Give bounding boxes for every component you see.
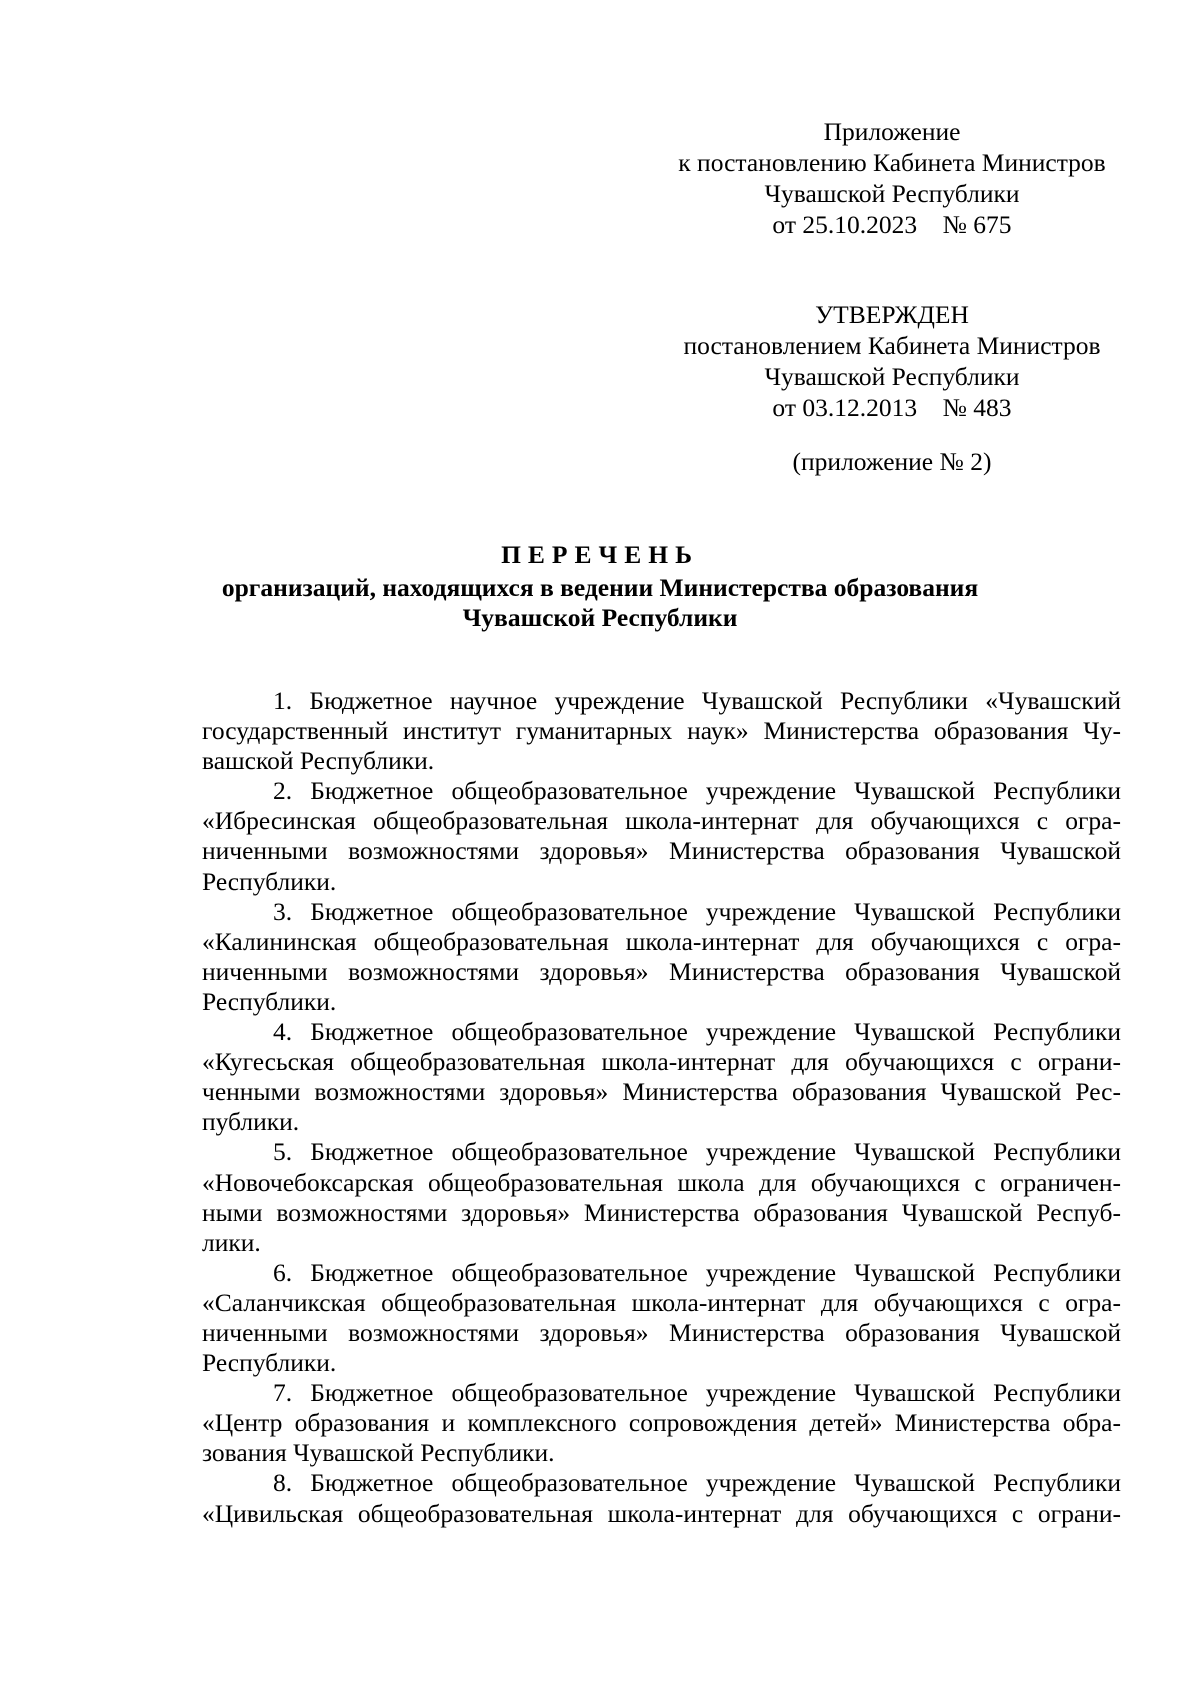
title-subtitle: организаций, находящихся в ведении Министерства образования [221,573,979,602]
list-item-line: 2. Бюджетное общеобразовательное учреждение Чувашской Республики [273,776,1121,806]
list-item-line: «Центр образования и комплексного сопровождения детей» Министерства обра- [202,1408,1121,1438]
approved-line: Чувашской Республики [764,362,1020,391]
list-item-line: «Кугесьская общеобразовательная школа-интернат для обучающихся с ограни- [202,1047,1121,1077]
appendix-note: (приложение № 2) [792,447,992,476]
list-item [202,1258,1121,1378]
list-item-line: «Саланчикская общеобразовательная школа-интернат для обучающихся с огра- [202,1287,1121,1317]
approved-date-line: от 03.12.2013 № 483 [772,393,1012,422]
list-item-line: 7. Бюджетное общеобразовательное учреждение Чувашской Республики [273,1378,1121,1408]
list-item [202,686,1121,776]
list-item [202,1468,1121,1528]
list-item-line: 8. Бюджетное общеобразовательное учреждение Чувашской Республики [273,1468,1121,1498]
list-item-line: публики. [202,1107,300,1137]
attachment-line: Приложение [823,117,961,146]
approved-line: УТВЕРЖДЕН [815,300,969,329]
list-item-line: зования Чувашской Республики. [202,1438,555,1468]
list-item-line: 5. Бюджетное общеобразовательное учреждение Чувашской Республики [273,1137,1121,1167]
list-item-line: «Ибресинская общеобразовательная школа-интернат для обучающихся с огра- [202,806,1121,836]
list-item-line: ниченными возможностями здоровья» Министерства образования Чувашской [202,1317,1121,1347]
list-item-line: ными возможностями здоровья» Министерства образования Чувашской Респуб- [202,1197,1121,1227]
list-item-line: государственный институт гуманитарных наук» Министерства образования Чу- [202,716,1121,746]
list-item-line: Республики. [202,1348,337,1378]
attachment-line: к постановлению Кабинета Министров [678,148,1106,177]
list-item-line: 1. Бюджетное научное учреждение Чувашской Республики «Чувашский [273,686,1121,715]
list-item-line: вашской Республики. [202,746,435,776]
list-item-line: лики. [202,1227,261,1257]
attachment-line: Чувашской Республики [764,179,1020,208]
list-item-line: Республики. [202,866,337,896]
title-subtitle: Чувашской Республики [462,603,738,632]
organization-list [202,686,1121,1529]
title-heading: ПЕРЕЧЕНЬ [501,540,699,569]
list-item-line: Республики. [202,986,337,1016]
list-item-line: 6. Бюджетное общеобразовательное учреждение Чувашской Республики [273,1257,1121,1287]
attachment-date-line: от 25.10.2023 № 675 [772,210,1012,239]
list-item-line: 4. Бюджетное общеобразовательное учреждение Чувашской Республики [273,1017,1121,1047]
list-item-line: «Новочебоксарская общеобразовательная школа для обучающихся с ограничен- [202,1167,1121,1197]
list-item [202,897,1121,1017]
approved-block [662,299,1122,423]
list-item-line: «Цивильская общеобразовательная школа-интернат для обучающихся с ограни- [202,1498,1121,1528]
list-item [202,1137,1121,1257]
list-item-line: ниченными возможностями здоровья» Министерства образования Чувашской [202,956,1121,986]
list-item [202,1017,1121,1137]
list-item [202,1378,1121,1468]
list-item-line: ниченными возможностями здоровья» Министерства образования Чувашской [202,836,1121,866]
list-item-line: ченными возможностями здоровья» Министерства образования Чувашской Рес- [202,1077,1121,1107]
list-item [202,776,1121,896]
list-item-line: «Калининская общеобразовательная школа-интернат для обучающихся с огра- [202,926,1121,956]
approved-line: постановлением Кабинета Министров [683,331,1101,360]
attachment-block [662,116,1122,240]
list-item-line: 3. Бюджетное общеобразовательное учреждение Чувашской Республики [273,896,1121,926]
document-title [150,540,1050,633]
